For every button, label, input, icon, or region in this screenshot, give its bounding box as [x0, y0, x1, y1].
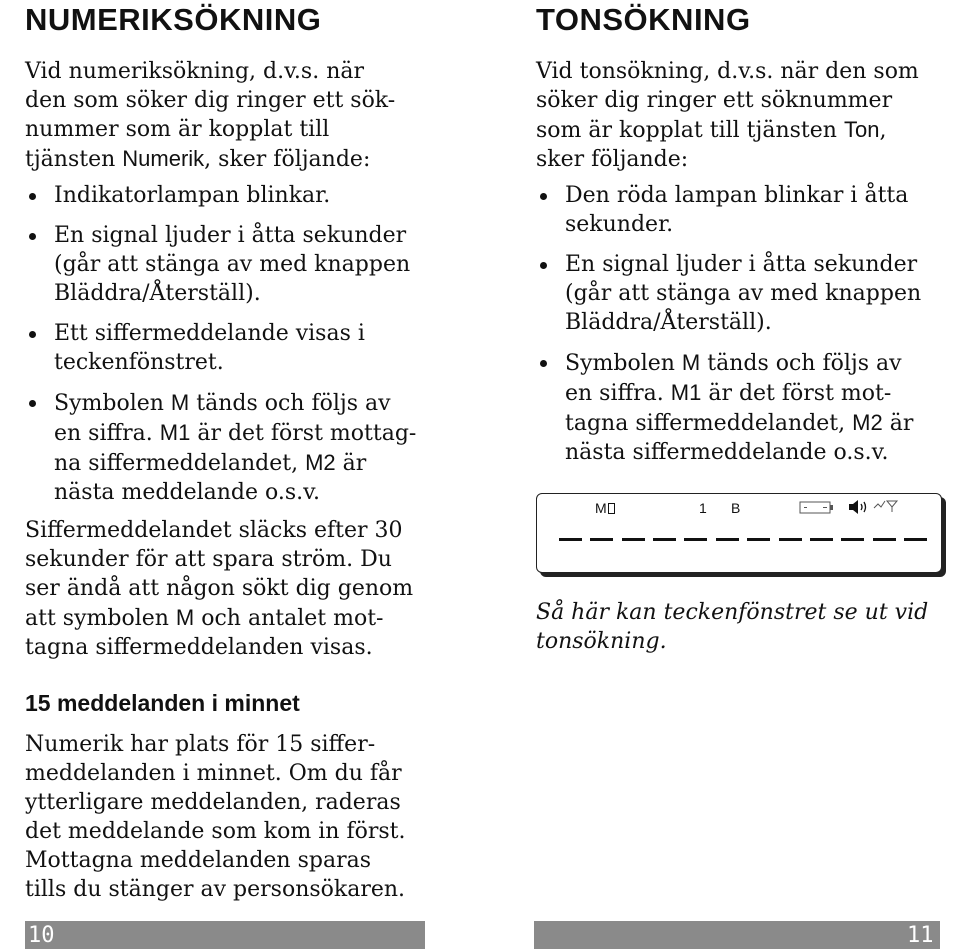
list-item: Den röda lampan blinkar i åtta sekunder. [536, 181, 921, 239]
numeric-search-title: NUMERIKSÖKNING [25, 2, 322, 37]
tone-search-title: TONSÖKNING [536, 2, 751, 37]
antenna-icon [873, 498, 899, 514]
list-item: En signal ljuder i åtta sekunder (går att stänga av med knappen Bläddra/Återställ). [25, 221, 416, 308]
list-item: Ett siffermeddelande visas i teckenfönstret. [25, 319, 416, 377]
list-item: Symbolen M tänds och följs av en siffra. M1 är det först mot- tagna siffermeddelandet, M2 är nästa siffermeddelande o.s.v. [536, 348, 921, 467]
memory-section-title: 15 meddelanden i minnet [25, 690, 300, 716]
extinguish-paragraph: Siffermeddelandet släcks efter 30 sekunder för att spara ström. Du ser ändå att någon sökt dig genom att symbolen M och antalet mot- tagna siffermeddelanden visas. [25, 518, 414, 660]
message-symbol: M [595, 500, 615, 516]
display-letter: B [731, 500, 741, 516]
footer-bar-left [25, 921, 425, 949]
segment-digit-icon [608, 503, 615, 514]
memory-paragraph: Numerik har plats för 15 siffer- meddelanden i minnet. Om du får ytterligare meddelanden, raderas det meddelande som kom in först. Mottagna meddelanden sparas tills du stänger av personsökaren. [25, 732, 406, 902]
list-item: Symbolen M tänds och följs av en siffra. M1 är det först mottag- na siffermeddelandet, M2 är nästa meddelande o.s.v. [25, 388, 416, 507]
segment-dash-row [559, 538, 927, 544]
tone-intro: Vid tonsökning, d.v.s. när den som söker dig ringer ett söknummer som är kopplat till tjänsten Ton, sker följande: [536, 59, 919, 172]
page-number-left: 10 [28, 923, 55, 948]
display-caption: Så här kan teckenfönstret se ut vid tonsökning. [536, 600, 929, 654]
list-item: En signal ljuder i åtta sekunder (går att stänga av med knappen Bläddra/Återställ). [536, 250, 921, 337]
footer-bar-right [534, 921, 940, 949]
tone-bullet-list [536, 181, 921, 467]
pager-display-figure [536, 493, 942, 573]
numeric-bullet-list [25, 181, 416, 507]
battery-icon [799, 501, 835, 515]
numeric-intro: Vid numeriksökning, d.v.s. när den som söker dig ringer ett sök- nummer som är kopplat till tjänsten Numerik, sker följande: [25, 59, 396, 172]
page-number-right: 11 [907, 923, 934, 948]
list-item: Indikatorlampan blinkar. [25, 181, 416, 210]
speaker-icon [847, 499, 869, 515]
display-digit: 1 [699, 500, 707, 516]
